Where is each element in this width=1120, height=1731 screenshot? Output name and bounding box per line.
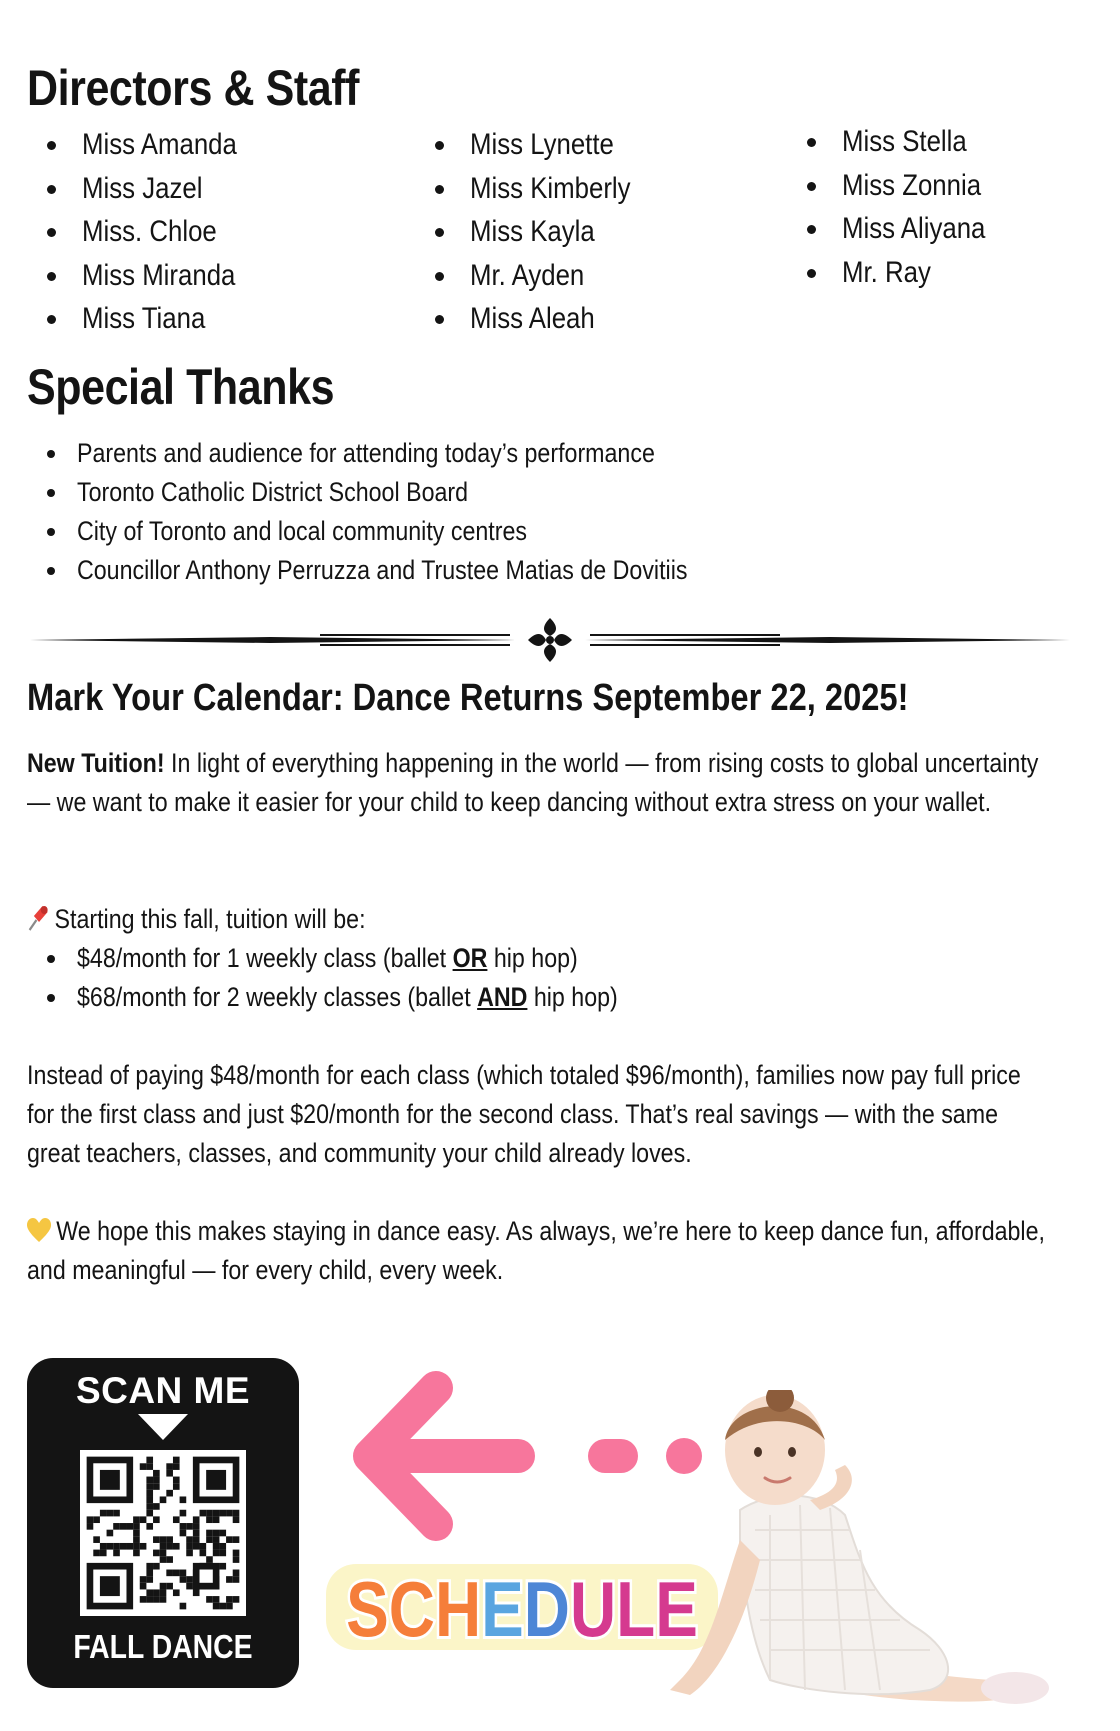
- staff-item: Miss Aleah: [415, 297, 657, 341]
- staff-item: Miss Jazel: [27, 167, 262, 211]
- tuition-options: [27, 939, 706, 1017]
- staff-item: Miss Tiana: [27, 297, 262, 341]
- yellow-heart-icon: [27, 1218, 51, 1244]
- staff-item: Miss Kayla: [415, 210, 657, 254]
- svg-text:SCHEDULE: SCHEDULE: [346, 1566, 698, 1654]
- staff-item: Miss. Chloe: [27, 210, 262, 254]
- staff-item: Miss Amanda: [27, 123, 262, 167]
- thanks-list: [27, 434, 787, 590]
- staff-item: Miss Zonnia: [787, 164, 1009, 208]
- thanks-item: City of Toronto and local community centres: [27, 512, 787, 551]
- thanks-item: Toronto Catholic District School Board: [27, 473, 787, 512]
- staff-column-3: [787, 120, 1009, 294]
- staff-item: Miss Aliyana: [787, 207, 1009, 251]
- staff-item: Miss Kimberly: [415, 167, 657, 211]
- staff-item: Miss Stella: [787, 120, 1009, 164]
- thanks-heading: Special Thanks: [27, 359, 335, 415]
- thanks-item: Parents and audience for attending today’s performance: [27, 434, 787, 473]
- tuition-option-2: $68/month for 2 weekly classes (ballet AND hip hop): [27, 978, 706, 1017]
- closing-line: [27, 1212, 1050, 1290]
- staff-item: Mr. Ayden: [415, 254, 657, 298]
- ornament-divider: [30, 615, 1070, 665]
- savings-text: Instead of paying $48/month for each class (which totaled $96/month), families now pay full price for the first class and just $20/month for the second class. That’s real savings — with the same great teachers, classes, and community your child already loves.: [27, 1060, 1021, 1168]
- tuition-intro: [27, 744, 1050, 822]
- pushpin-icon: [27, 904, 49, 932]
- starting-line: [27, 900, 1050, 939]
- staff-item: Miss Miranda: [27, 254, 262, 298]
- qr-code[interactable]: [80, 1450, 246, 1616]
- staff-item: Miss Lynette: [415, 123, 657, 167]
- down-arrow-icon: [138, 1414, 188, 1440]
- qr-scan-card[interactable]: [27, 1358, 299, 1688]
- intro-text: In light of everything happening in the world — from rising costs to global uncertainty — we want to make it easier for your child to keep dancing without extra stress on your wallet.: [27, 748, 1039, 817]
- calendar-heading: Mark Your Calendar: Dance Returns September 22, 2025!: [27, 677, 909, 719]
- staff-heading: Directors & Staff: [27, 60, 359, 116]
- staff-column-1: [27, 123, 262, 341]
- staff-item: Mr. Ray: [787, 251, 1009, 295]
- staff-column-2: [415, 123, 657, 341]
- new-tuition-label: New Tuition!: [27, 748, 165, 778]
- qr-code-icon: [80, 1450, 246, 1616]
- thanks-item: Councillor Anthony Perruzza and Trustee Matias de Dovitiis: [27, 551, 787, 590]
- starting-text: Starting this fall, tuition will be:: [54, 904, 366, 934]
- fleur-icon: [528, 618, 572, 662]
- ballet-dancer-illustration: [660, 1390, 1080, 1730]
- scan-me-label: SCAN ME: [75, 1370, 251, 1411]
- closing-text: We hope this makes staying in dance easy. As always, we’re here to keep dance fun, affordable, and meaningful — for every child, every week.: [27, 1216, 1045, 1285]
- tuition-option-1: $48/month for 1 weekly class (ballet OR hip hop): [27, 939, 706, 978]
- fall-dance-label: FALL DANCE: [73, 1628, 253, 1665]
